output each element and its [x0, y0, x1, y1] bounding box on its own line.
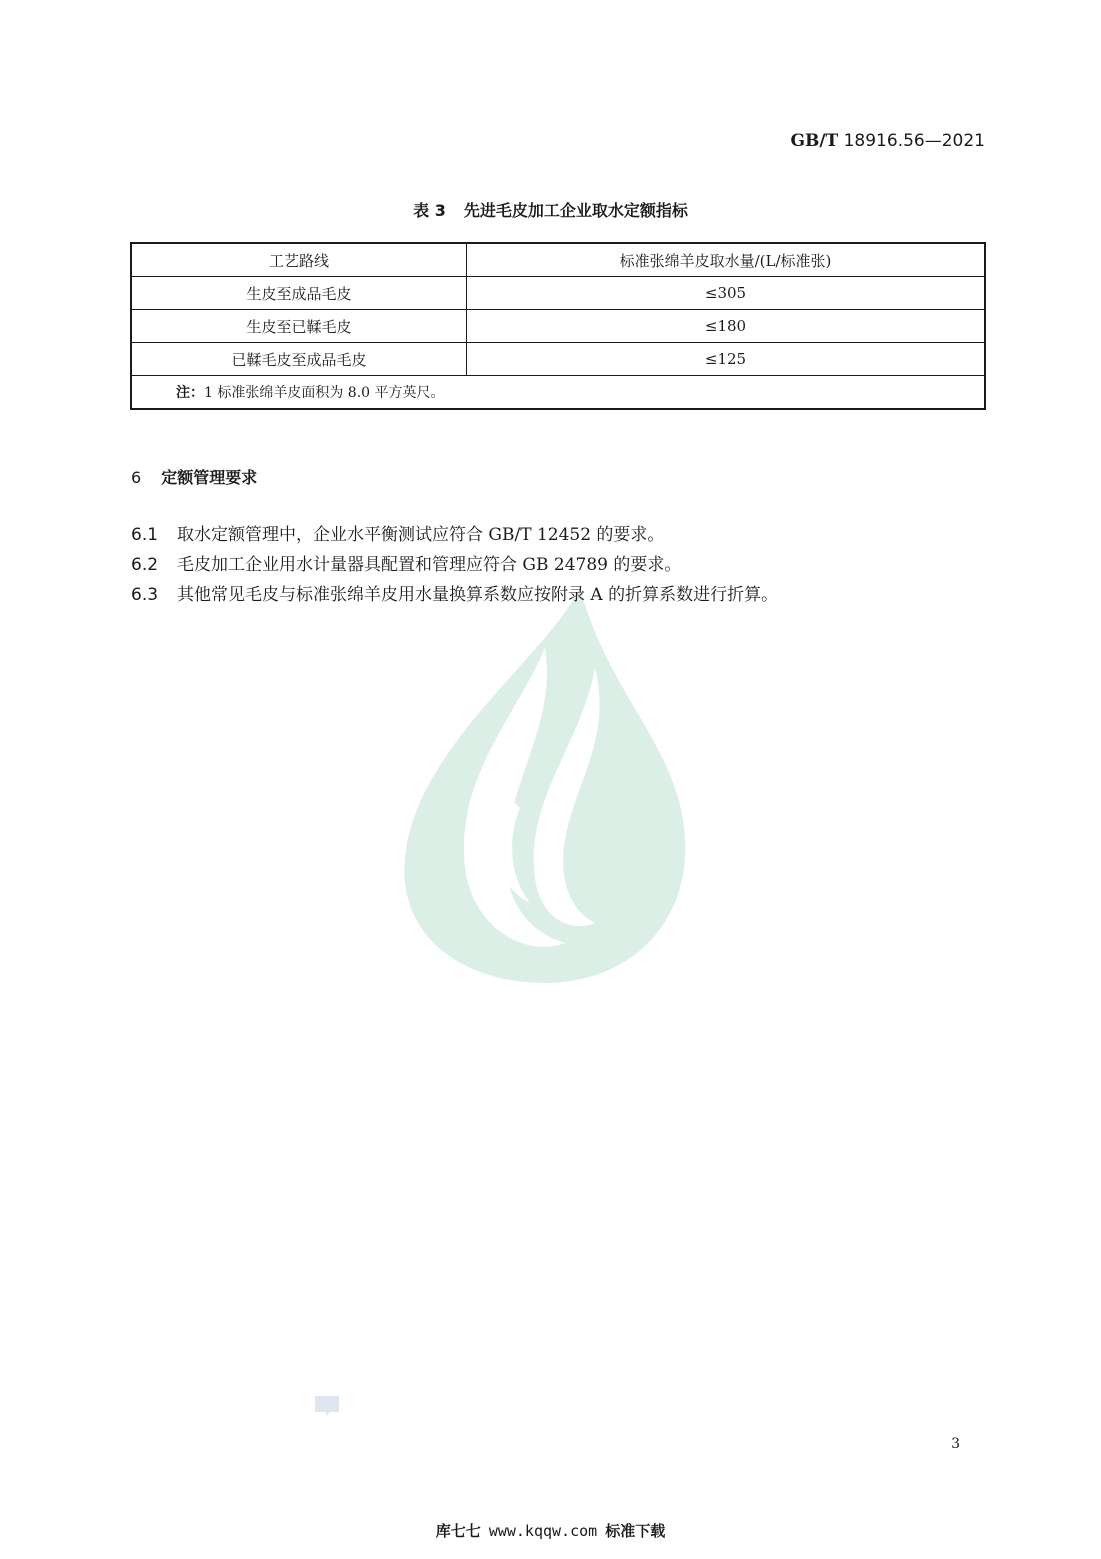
table-row — [131, 277, 985, 310]
footer — [0, 1520, 1101, 1541]
clause-6-1 — [131, 520, 664, 545]
water-drop-watermark-icon — [395, 578, 695, 988]
table-caption-title: 先进毛皮加工企业取水定额指标 — [463, 201, 688, 220]
table-header-row — [131, 243, 985, 277]
table-cell: ≤305 — [467, 277, 986, 310]
table-note-text: 1 标准张绵羊皮面积为 8.0 平方英尺。 — [204, 385, 445, 401]
table-note-row — [131, 376, 985, 410]
table-caption-number: 表 3 — [413, 201, 446, 220]
section-heading — [131, 465, 257, 488]
sac-logo-icon — [312, 1392, 342, 1418]
standard-prefix: GB/T — [790, 131, 839, 151]
section-title: 定额管理要求 — [161, 468, 258, 487]
clause-text: 其他常见毛皮与标准张绵羊皮用水量换算系数应按附录 A 的折算系数进行折算。 — [177, 585, 779, 605]
standard-number: 18916.56—2021 — [843, 131, 985, 151]
table-cell: 生皮至已鞣毛皮 — [131, 310, 467, 343]
table-note — [131, 376, 985, 410]
page-number: 3 — [951, 1436, 960, 1452]
column-header: 标准张绵羊皮取水量/(L/标准张) — [467, 243, 986, 277]
section-number: 6 — [131, 468, 142, 487]
column-header: 工艺路线 — [131, 243, 467, 277]
clause-6-2 — [131, 550, 681, 575]
clause-number: 6.3 — [131, 585, 159, 605]
clause-number: 6.1 — [131, 525, 159, 545]
table-row — [131, 310, 985, 343]
table-cell: ≤125 — [467, 343, 986, 376]
clause-text: 毛皮加工企业用水计量器具配置和管理应符合 GB 24789 的要求。 — [177, 555, 682, 575]
standard-code — [790, 131, 985, 151]
table-row — [131, 343, 985, 376]
table-caption — [0, 198, 1101, 221]
footer-tagline: 标准下载 — [605, 1522, 666, 1540]
clause-number: 6.2 — [131, 555, 159, 575]
table-cell: 已鞣毛皮至成品毛皮 — [131, 343, 467, 376]
table-note-label: 注： — [176, 385, 204, 401]
footer-site-name: 库七七 — [435, 1522, 481, 1540]
quota-table — [130, 242, 986, 410]
table-cell: ≤180 — [467, 310, 986, 343]
clause-text: 取水定额管理中，企业水平衡测试应符合 GB/T 12452 的要求。 — [177, 525, 665, 545]
footer-url[interactable]: www.kqqw.com — [488, 1522, 598, 1540]
clause-6-3 — [131, 580, 778, 605]
table-cell: 生皮至成品毛皮 — [131, 277, 467, 310]
